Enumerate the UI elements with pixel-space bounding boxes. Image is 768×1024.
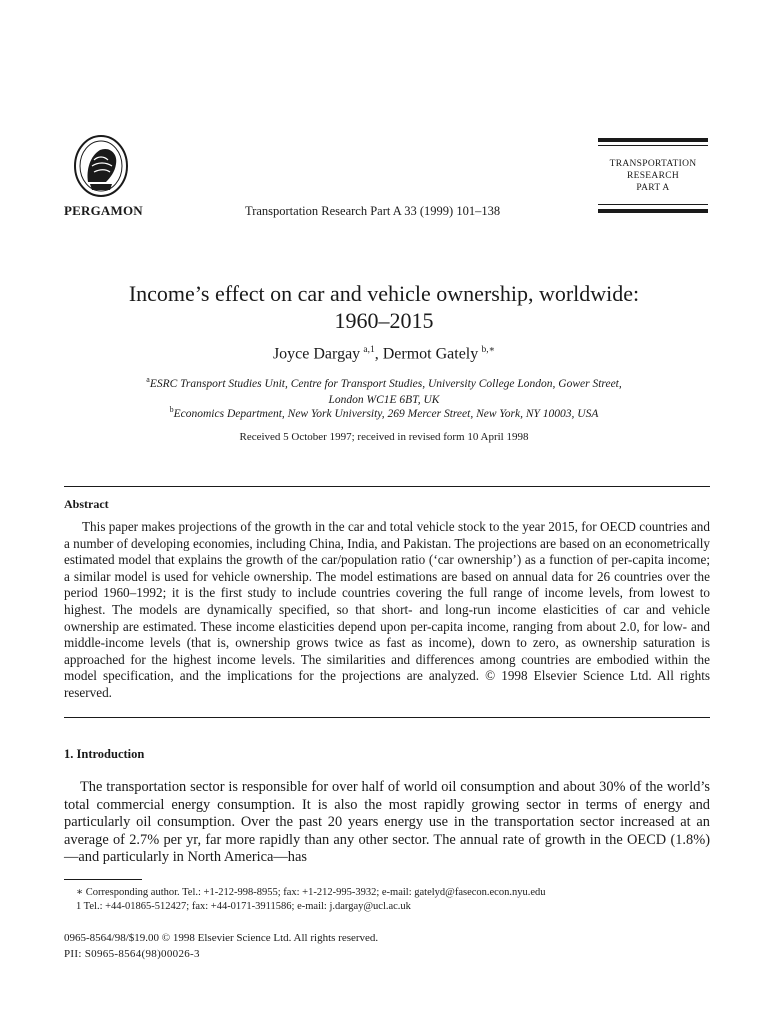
box-rule-bottom-thick — [598, 209, 708, 213]
affiliation-b-line: Economics Department, New York University, 269 Mercer Street, New York, NY 10003, USA — [173, 407, 599, 420]
abstract-body: This paper makes projections of the growth in the car and total vehicle stock to the year 2015, for OECD countries and a number of developing economies, including China, India, and Pakistan. The projections are based on an econometrically estimated model that explains the growth of the car/population ratio (‘car ownership’) as a function of per-capita income; a similar model is used for vehicle ownership. The model estimations are based on annual data for 26 countries over the period 1960–1992; it is the first study to include countries covering the full range of income levels, from lowest to highest. The models are dynamically specified, so that short- and long-run income elasticities of car and vehicle ownership are estimated. These income elasticities depend upon per-capita income, ranging from about 2.0, for low- and middle-income levels (that is, ownership grows twice as fast as income), down to zero, as ownership saturation is approached for the highest income levels. The similarities and differences among countries are embodied within the model specification, and the implications for the projections are analyzed. © 1998 Elsevier Science Ltd. All rights reserved. — [64, 519, 710, 700]
box-rule-top-thin — [598, 145, 708, 146]
journal-reference: Transportation Research Part A 33 (1999) 101–138 — [245, 204, 501, 218]
box-rule-bottom-thin — [598, 204, 708, 205]
affiliation-a-line-2: London WC1E 6BT, UK — [328, 393, 440, 406]
footnote-1: 1 Tel.: +44-01865-512427; fax: +44-0171-3911586; e-mail: j.dargay@ucl.ac.uk — [76, 901, 411, 912]
author-name-2: Dermot Gately — [382, 345, 479, 363]
introduction-paragraph: The transportation sector is responsible for over half of world oil consumption and about 30% of the world’s total commercial energy consumption. It is also the most rapidly growing sector in terms of energy and particularly oil consumption. Over the past 20 years energy use in the transportation sector increased at an average of 2.7% per yr, far more rapidly than any other sector. The annual rate of growth in the OECD (1.8%)—and particularly in North America—has — [64, 779, 710, 866]
copyright-line: 0965-8564/98/$19.00 © 1998 Elsevier Science Ltd. All rights reserved. — [64, 932, 379, 944]
abstract-heading: Abstract — [64, 497, 109, 511]
abstract-rule-bottom — [64, 717, 710, 718]
author-name-1: Joyce Dargay — [272, 345, 361, 363]
affiliation-b — [60, 402, 708, 422]
paper-title — [60, 280, 708, 334]
journal-box-text — [598, 158, 708, 194]
journal-box-line-1: TRANSPORTATION — [609, 159, 697, 169]
paper-title-line-2: 1960–2015 — [334, 308, 434, 333]
affiliation-b-label: b — [169, 405, 174, 414]
affiliation-a-line-1: ESRC Transport Studies Unit, Centre for Transport Studies, University College London, Gower Street, — [149, 377, 622, 390]
author-2-affiliation-marker: b,∗ — [481, 345, 496, 355]
journal-box-line-2: RESEARCH — [626, 171, 680, 181]
section-heading-introduction: 1. Introduction — [64, 747, 145, 761]
footnote-rule — [64, 879, 142, 880]
box-rule-top-thick — [598, 138, 708, 142]
journal-box-line-3: PART A — [636, 183, 670, 193]
journal-title-box — [598, 138, 708, 218]
received-dates: Received 5 October 1997; received in revised form 10 April 1998 — [239, 431, 529, 443]
elsevier-tree-logo-icon — [70, 132, 132, 202]
paper-title-line-1: Income’s effect on car and vehicle ownership, worldwide: — [128, 281, 640, 306]
affiliation-a-label: a — [146, 375, 150, 384]
author-separator: , — [374, 345, 383, 363]
author-1-affiliation-marker: a,1 — [363, 345, 375, 355]
abstract-rule-top — [64, 486, 710, 487]
publisher-name: PERGAMON — [64, 203, 143, 218]
footnote-corresponding-author: ∗ Corresponding author. Tel.: +1-212-998-8955; fax: +1-212-995-3932; e-mail: gatelyd@fasecon.econ.nyu.edu — [76, 887, 546, 898]
author-list — [60, 344, 708, 363]
pii-line: PII: S0965-8564(98)00026-3 — [64, 948, 200, 960]
